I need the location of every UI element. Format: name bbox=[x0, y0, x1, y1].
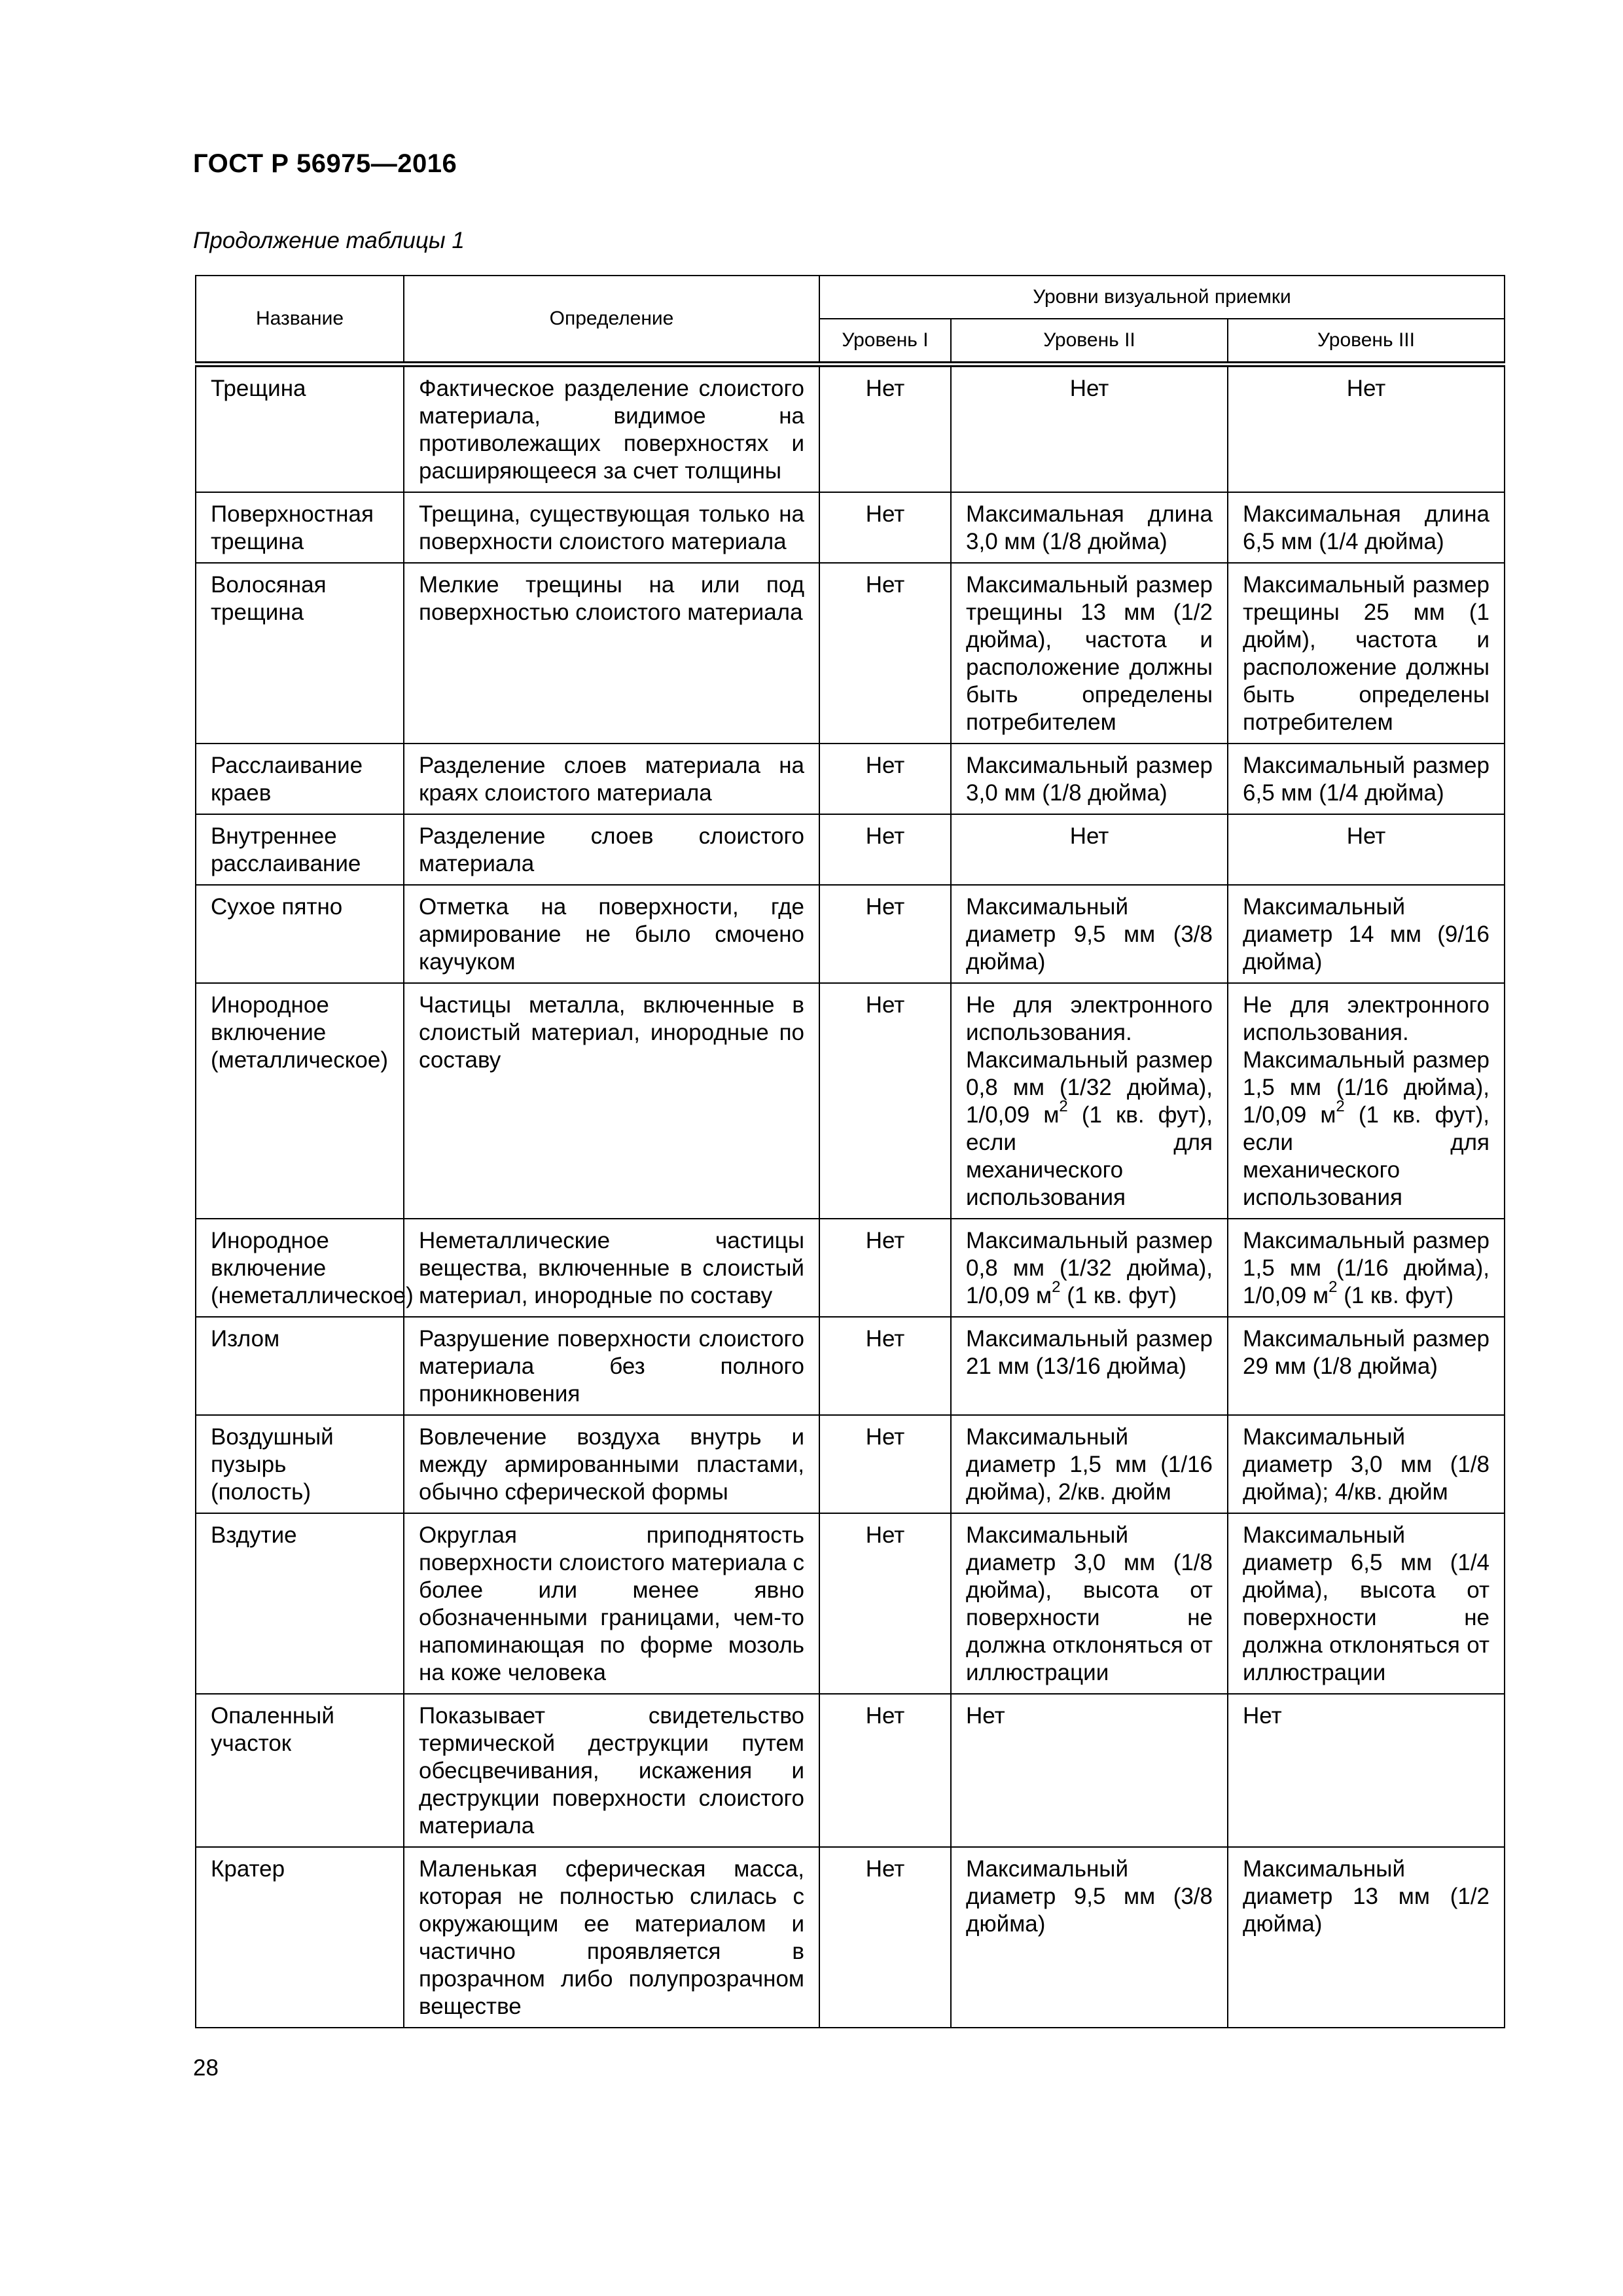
level-2-cell: Нет bbox=[951, 365, 1228, 493]
level-1-cell: Нет bbox=[819, 1694, 951, 1847]
defect-definition-cell: Отметка на поверхности, где армирование не было смочено каучуком bbox=[404, 885, 819, 983]
defect-definition-cell: Разрушение поверхности слоистого материала без полного проникновения bbox=[404, 1317, 819, 1415]
level-2-cell bbox=[951, 1219, 1228, 1317]
level-2-cell: Максимальный диаметр 3,0 мм (1/8 дюйма), высота от поверхности не должна отклоняться от иллюстрации bbox=[951, 1513, 1228, 1694]
level-3-cell: Нет bbox=[1228, 1694, 1505, 1847]
defect-name-cell: Вздутие bbox=[196, 1513, 404, 1694]
level-3-cell: Максимальный диаметр 14 мм (9/16 дюйма) bbox=[1228, 885, 1505, 983]
level-2-cell-text-tail: (1 кв. фут) bbox=[1060, 1283, 1177, 1308]
header-name: Название bbox=[196, 276, 404, 365]
level-3-cell-text-tail: (1 кв. фут), если для механического использования bbox=[1243, 1102, 1490, 1210]
level-1-cell: Нет bbox=[819, 1219, 951, 1317]
table-row bbox=[196, 1847, 1505, 2028]
level-3-cell-superscript: 2 bbox=[1336, 1098, 1345, 1116]
level-2-cell-text: Не для электронного использования. Максимальный размер 0,8 мм (1/32 дюйма), 1/0,09 м bbox=[966, 992, 1213, 1128]
header-definition: Определение bbox=[404, 276, 819, 365]
defect-name-cell: Волосяная трещина bbox=[196, 563, 404, 744]
page-number: 28 bbox=[193, 2055, 219, 2081]
level-1-cell: Нет bbox=[819, 744, 951, 814]
table-row bbox=[196, 1219, 1505, 1317]
level-2-cell: Максимальный размер трещины 13 мм (1/2 дюйма), частота и расположение должны быть определены потребителем bbox=[951, 563, 1228, 744]
header-level-3: Уровень III bbox=[1228, 319, 1505, 365]
level-2-cell bbox=[951, 983, 1228, 1219]
level-3-cell: Максимальный размер трещины 25 мм (1 дюйм), частота и расположение должны быть определены потребителем bbox=[1228, 563, 1505, 744]
defect-definition-cell: Маленькая сферическая масса, которая не полностью слилась с окружающим ее материалом и частично проявляется в прозрачном либо полупрозрачном веществе bbox=[404, 1847, 819, 2028]
table-row bbox=[196, 563, 1505, 744]
level-2-cell: Нет bbox=[951, 814, 1228, 885]
table-row bbox=[196, 814, 1505, 885]
defect-definition-cell: Разделение слоев слоистого материала bbox=[404, 814, 819, 885]
defect-definition-cell: Трещина, существующая только на поверхности слоистого материала bbox=[404, 492, 819, 563]
defect-definition-cell: Фактическое разделение слоистого материала, видимое на противолежащих поверхностях и расширяющееся за счет толщины bbox=[404, 365, 819, 493]
level-3-cell bbox=[1228, 983, 1505, 1219]
level-1-cell: Нет bbox=[819, 1317, 951, 1415]
level-3-cell: Нет bbox=[1228, 814, 1505, 885]
level-2-cell: Максимальный диаметр 1,5 мм (1/16 дюйма), 2/кв. дюйм bbox=[951, 1415, 1228, 1513]
level-3-cell: Максимальный диаметр 13 мм (1/2 дюйма) bbox=[1228, 1847, 1505, 2028]
defect-name-cell: Кратер bbox=[196, 1847, 404, 2028]
defect-definition-cell: Вовлечение воздуха внутрь и между армированными пластами, обычно сферической формы bbox=[404, 1415, 819, 1513]
level-1-cell: Нет bbox=[819, 983, 951, 1219]
defect-definition-cell: Разделение слоев материала на краях слоистого материала bbox=[404, 744, 819, 814]
level-2-cell-superscript: 2 bbox=[1052, 1278, 1061, 1297]
level-3-cell: Максимальный размер 29 мм (1/8 дюйма) bbox=[1228, 1317, 1505, 1415]
defect-name-cell: Сухое пятно bbox=[196, 885, 404, 983]
defect-definition-cell: Показывает свидетельство термической деструкции путем обесцвечивания, искажения и деструкции поверхности слоистого материала bbox=[404, 1694, 819, 1847]
level-3-cell-text: Не для электронного использования. Максимальный размер 1,5 мм (1/16 дюйма), 1/0,09 м bbox=[1243, 992, 1490, 1128]
level-1-cell: Нет bbox=[819, 492, 951, 563]
level-2-cell: Максимальная длина 3,0 мм (1/8 дюйма) bbox=[951, 492, 1228, 563]
defect-definition-cell: Частицы металла, включенные в слоистый материал, инородные по составу bbox=[404, 983, 819, 1219]
level-2-cell-text-tail: (1 кв. фут), если для механического использования bbox=[966, 1102, 1213, 1210]
table-row bbox=[196, 1415, 1505, 1513]
level-3-cell-superscript: 2 bbox=[1329, 1278, 1338, 1297]
table-row bbox=[196, 983, 1505, 1219]
level-3-cell-text: Максимальный размер 1,5 мм (1/16 дюйма), 1/0,09 м bbox=[1243, 1228, 1490, 1308]
level-1-cell: Нет bbox=[819, 814, 951, 885]
defect-definition-cell: Неметаллические частицы вещества, включенные в слоистый материал, инородные по составу bbox=[404, 1219, 819, 1317]
table-body bbox=[196, 365, 1505, 2028]
table-row bbox=[196, 1694, 1505, 1847]
level-1-cell: Нет bbox=[819, 1513, 951, 1694]
defect-name-cell: Поверхностная трещина bbox=[196, 492, 404, 563]
level-3-cell: Нет bbox=[1228, 365, 1505, 493]
level-3-cell: Максимальная длина 6,5 мм (1/4 дюйма) bbox=[1228, 492, 1505, 563]
header-level-2: Уровень II bbox=[951, 319, 1228, 365]
level-2-cell-superscript: 2 bbox=[1059, 1098, 1068, 1116]
defect-name-cell: Воздушный пузырь (полость) bbox=[196, 1415, 404, 1513]
defect-definition-cell: Округлая приподнятость поверхности слоистого материала с более или менее явно обозначенными границами, чем-то напоминающая по форме мозоль на коже человека bbox=[404, 1513, 819, 1694]
level-3-cell bbox=[1228, 1219, 1505, 1317]
table-row bbox=[196, 1513, 1505, 1694]
level-2-cell: Максимальный диаметр 9,5 мм (3/8 дюйма) bbox=[951, 1847, 1228, 2028]
level-1-cell: Нет bbox=[819, 1415, 951, 1513]
defect-name-cell: Опаленный участок bbox=[196, 1694, 404, 1847]
table-row bbox=[196, 885, 1505, 983]
defect-name-cell: Расслаивание краев bbox=[196, 744, 404, 814]
level-3-cell: Максимальный размер 6,5 мм (1/4 дюйма) bbox=[1228, 744, 1505, 814]
defect-name-cell: Инородное включение (металлическое) bbox=[196, 983, 404, 1219]
level-2-cell: Нет bbox=[951, 1694, 1228, 1847]
level-2-cell: Максимальный диаметр 9,5 мм (3/8 дюйма) bbox=[951, 885, 1228, 983]
defect-name-cell: Инородное включение (неметаллическое) bbox=[196, 1219, 404, 1317]
header-level-1: Уровень I bbox=[819, 319, 951, 365]
level-2-cell: Максимальный размер 3,0 мм (1/8 дюйма) bbox=[951, 744, 1228, 814]
defects-table bbox=[195, 275, 1505, 2028]
level-1-cell: Нет bbox=[819, 885, 951, 983]
level-1-cell: Нет bbox=[819, 365, 951, 493]
document-id: ГОСТ Р 56975—2016 bbox=[193, 149, 457, 178]
table-caption: Продолжение таблицы 1 bbox=[193, 228, 465, 253]
level-3-cell: Максимальный диаметр 3,0 мм (1/8 дюйма); 4/кв. дюйм bbox=[1228, 1415, 1505, 1513]
level-1-cell: Нет bbox=[819, 1847, 951, 2028]
table-row bbox=[196, 1317, 1505, 1415]
level-1-cell: Нет bbox=[819, 563, 951, 744]
level-3-cell-text-tail: (1 кв. фут) bbox=[1337, 1283, 1454, 1308]
level-2-cell-text: Максимальный размер 0,8 мм (1/32 дюйма), 1/0,09 м bbox=[966, 1228, 1213, 1308]
defect-name-cell: Трещина bbox=[196, 365, 404, 493]
defect-definition-cell: Мелкие трещины на или под поверхностью слоистого материала bbox=[404, 563, 819, 744]
header-levels-group: Уровни визуальной приемки bbox=[819, 276, 1505, 319]
level-2-cell: Максимальный размер 21 мм (13/16 дюйма) bbox=[951, 1317, 1228, 1415]
table-row bbox=[196, 365, 1505, 493]
table-row bbox=[196, 492, 1505, 563]
defect-name-cell: Внутреннее расслаивание bbox=[196, 814, 404, 885]
table-row bbox=[196, 744, 1505, 814]
level-3-cell: Максимальный диаметр 6,5 мм (1/4 дюйма), высота от поверхности не должна отклоняться от иллюстрации bbox=[1228, 1513, 1505, 1694]
defect-name-cell: Излом bbox=[196, 1317, 404, 1415]
